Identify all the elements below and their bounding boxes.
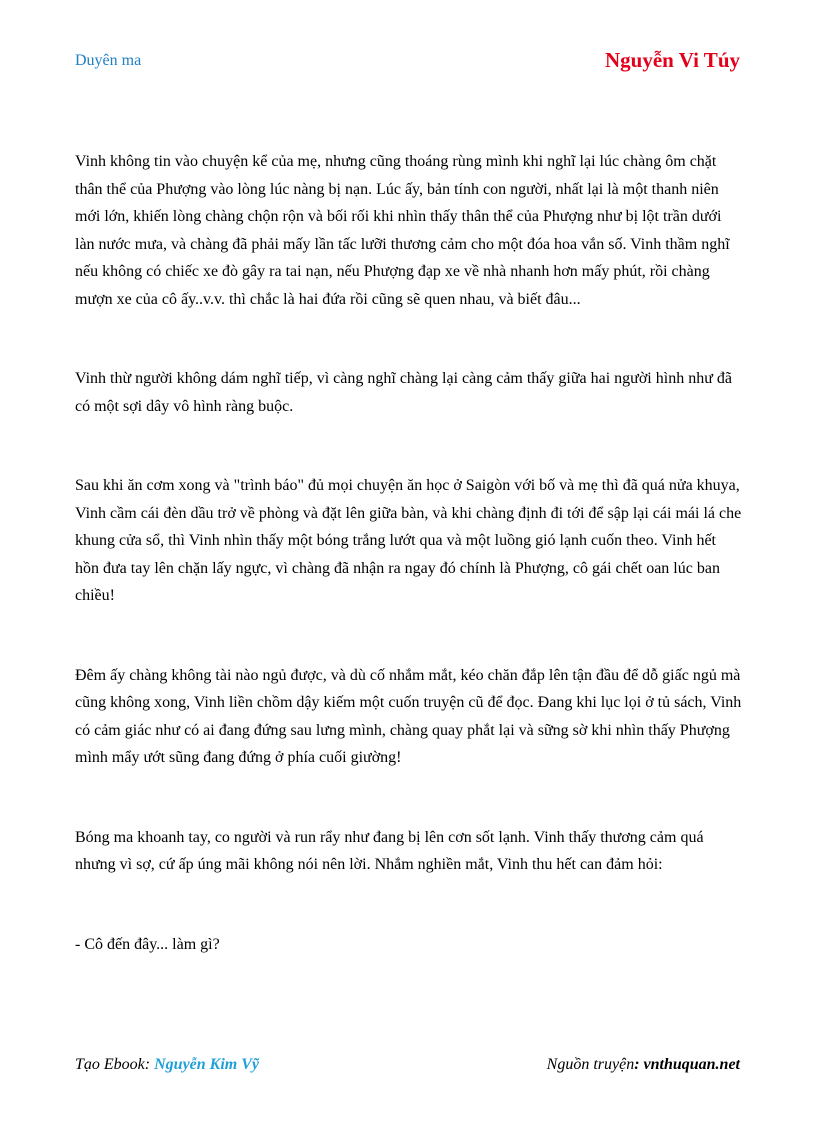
book-title: Duyên ma: [75, 52, 142, 69]
paragraph: - Cô đến đây... làm gì?: [75, 935, 220, 953]
ebook-creator-name: Nguyễn Kim Vỹ: [154, 1056, 259, 1073]
story-body: [75, 148, 743, 958]
source-label: Nguồn truyện: [546, 1056, 635, 1073]
paragraph: Đêm ấy chàng không tài nào ngủ được, và dù cố nhắm mắt, kéo chăn đắp lên tận đầu để dỗ giấc ngủ mà cũng không xong, Vinh liền chồm dậy kiếm một cuốn truyện cũ để đọc. Đang khi lục lọi ở tủ sách, Vinh có cảm giác như có ai đang đứng sau lưng mình, chàng quay phắt lại và sững sờ khi nhìn thấy Phượng mình mẩy ướt sũng đang đứng ở phía cuối giường!: [75, 666, 742, 766]
ebook-credit: Tạo Ebook: Nguyễn Kim Vỹ: [75, 1056, 259, 1073]
source-site: vnthuquan.net: [643, 1056, 740, 1073]
author-name: Nguyễn Vi Túy: [605, 48, 740, 72]
source-credit: Nguồn truyện: vnthuquan.net: [546, 1056, 740, 1073]
paragraph: Sau khi ăn cơm xong và "trình báo" đủ mọi chuyện ăn học ở Saigòn với bố và mẹ thì đã quá nửa khuya, Vinh cầm cái đèn dầu trở về phòng và đặt lên giữa bàn, và khi chàng định đi tới để sập lại cái mái lá che khung cửa sổ, thì Vinh nhìn thấy một bóng trắng lướt qua và một luồng gió lạnh cuốn theo. Vinh hết hồn đưa tay lên chặn lấy ngực, vì chàng đã nhận ra ngay đó chính là Phượng, cô gái chết oan lúc ban chiều!: [75, 477, 742, 604]
paragraph: Bóng ma khoanh tay, co người và run rẩy như đang bị lên cơn sốt lạnh. Vinh thấy thương cảm quá nhưng vì sợ, cứ ấp úng mãi không nói nên lời. Nhắm nghiền mắt, Vinh thu hết can đảm hỏi:: [75, 828, 704, 873]
paragraph: Vinh thừ người không dám nghĩ tiếp, vì càng nghĩ chàng lại càng cảm thấy giữa hai người hình như đã có một sợi dây vô hình ràng buộc.: [75, 370, 732, 415]
ebook-label: Tạo Ebook: [75, 1056, 145, 1073]
paragraph: Vinh không tin vào chuyện kể của mẹ, nhưng cũng thoáng rùng mình khi nghĩ lại lúc chàng ôm chặt thân thể của Phượng vào lòng lúc nàng bị nạn. Lúc ấy, bản tính con người, nhất lại là một thanh niên mới lớn, khiến lòng chàng chộn rộn và bối rối khi nhìn thấy thân thể của Phượng như bị lột trần dưới làn nước mưa, và chàng đã phải mấy lần tấc lưỡi thương cảm cho một đóa hoa vắn số. Vinh thầm nghĩ nếu không có chiếc xe đò gây ra tai nạn, nếu Phượng đạp xe về nhà nhanh hơn mấy phút, rồi chàng mượn xe của cô ấy..v.v. thì chắc là hai đứa rồi cũng sẽ quen nhau, và biết đâu...: [75, 153, 730, 308]
